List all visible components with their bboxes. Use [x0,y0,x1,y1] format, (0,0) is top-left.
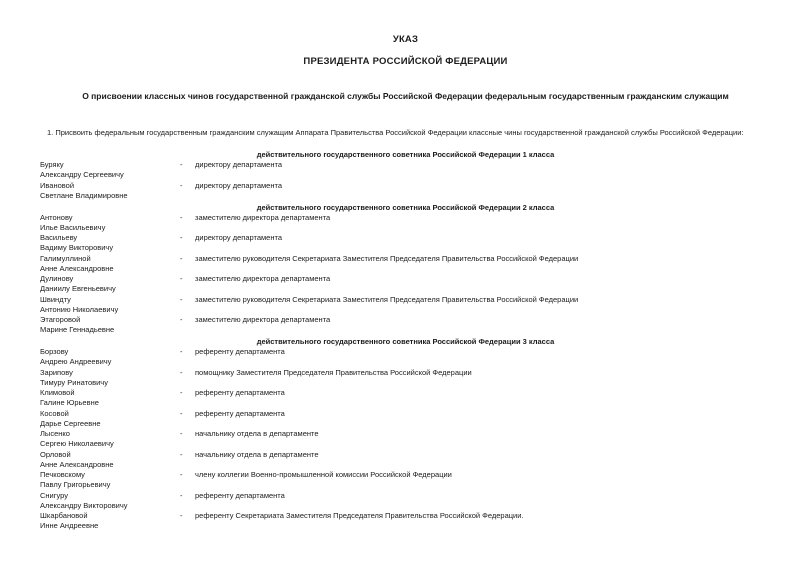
entry-name [40,470,180,490]
entry-dash: - [180,511,183,520]
entry-surname: Зарипову [40,367,73,377]
entry-row [40,491,771,511]
entry-name [40,388,180,408]
decree-paragraph-1: 1. Присвоить федеральным государственным гражданским служащим Аппарата Правительства Российской Федерации классные чины государственной гражданской службы Российской Федерации: [47,128,744,137]
entry-given-names: Инне Андреевне [40,521,99,530]
entry-given-names: Сергею Николаевичу [40,439,114,448]
entry-dash: - [180,490,183,500]
entry-dash: - [180,294,183,304]
entry-given-names: Анне Александровне [40,263,114,273]
decree-title: УКАЗ [392,34,419,45]
entry-dash: - [180,449,183,459]
entry-row [40,409,771,429]
entry-position: начальнику отдела в департаменте [195,449,319,459]
entry-row [40,450,771,470]
entry-surname: Антонову [40,212,73,222]
entry-given-names: Илье Васильевичу [40,222,106,232]
entry-position: начальнику отдела в департаменте [195,429,319,438]
entry-position: директору департамента [195,160,283,169]
entry-row [40,470,771,490]
entry-surname: Шкарбановой [40,511,88,520]
entry-name [40,511,180,531]
entry-row [40,429,771,449]
entry-row [40,181,771,201]
decree-subject: О присвоении классных чинов государственной гражданской службы Российской Федерации федеральным государственным гражданским служащим [82,91,729,101]
entry-given-names: Антонию Николаевичу [40,304,119,314]
entry-name [40,274,180,294]
entry-surname: Печковскому [40,470,85,479]
entry-given-names: Павлу Григорьевичу [40,480,111,489]
entry-given-names: Анне Александровне [40,459,114,469]
entry-dash: - [180,367,183,377]
entry-row [40,388,771,408]
entry-position: члену коллегии Военно-промышленной комиссии Российской Федерации [195,470,452,479]
entry-surname: Орловой [40,449,71,459]
entry-position: референту департамента [195,347,285,356]
entry-dash: - [180,388,183,397]
section-heading: действительного государственного советника Российской Федерации 3 класса [256,337,555,346]
entry-name [40,295,180,315]
entry-row [40,274,771,294]
entry-surname: Лысенко [40,429,70,438]
entry-dash: - [180,180,183,190]
entry-name [40,181,180,201]
entry-dash: - [180,347,183,356]
entry-name [40,160,180,180]
entry-given-names: Дарье Сергеевне [40,418,101,428]
entry-row [40,254,771,274]
entry-surname: Ивановой [40,180,75,190]
entry-dash: - [180,253,183,263]
entry-name [40,409,180,429]
entry-dash: - [180,160,183,169]
entry-row [40,213,771,233]
entry-surname: Климовой [40,388,75,397]
entry-surname: Этагоровой [40,315,81,324]
entry-position: референту Секретариата Заместителя Председателя Правительства Российской Федерации. [195,511,524,520]
entry-surname: Галимуллиной [40,253,91,263]
entry-dash: - [180,470,183,479]
entry-row [40,511,771,531]
entry-surname: Буряку [40,160,64,169]
entry-dash: - [180,315,183,324]
entry-position: заместителю директора департамента [195,274,331,283]
entry-position: директору департамента [195,180,283,190]
entry-position: заместителю руководителя Секретариата Заместителя Председателя Правительства Российской Федерации [195,294,579,304]
entry-row [40,368,771,388]
entry-name [40,233,180,253]
entry-surname: Косовой [40,408,69,418]
entry-name [40,347,180,367]
entry-name [40,491,180,511]
entry-name [40,368,180,388]
entry-position: заместителю директора департамента [195,212,331,222]
entry-position: заместителю руководителя Секретариата Заместителя Председателя Правительства Российской Федерации [195,253,579,263]
entry-row [40,315,771,335]
entry-dash: - [180,429,183,438]
entry-row [40,295,771,315]
entry-given-names: Марине Геннадьевне [40,325,115,334]
entry-dash: - [180,274,183,283]
entry-name [40,254,180,274]
entry-position: директору департамента [195,233,283,242]
entry-name [40,315,180,335]
entry-name [40,429,180,449]
entry-position: референту департамента [195,490,285,500]
section-heading: действительного государственного советника Российской Федерации 2 класса [256,202,555,212]
entry-dash: - [180,212,183,222]
entry-surname: Дулинову [40,274,74,283]
entry-surname: Васильеву [40,233,78,242]
entry-position: заместителю директора департамента [195,315,331,324]
entry-given-names: Даниилу Евгеньевичу [40,284,116,293]
entry-given-names: Андрею Андреевичу [40,357,112,366]
section-heading: действительного государственного советника Российской Федерации 1 класса [256,150,555,159]
entry-surname: Швиндту [40,294,71,304]
entry-given-names: Светлане Владимировне [40,190,128,200]
entry-given-names: Галине Юрьевне [40,398,99,407]
entry-row [40,233,771,253]
entry-given-names: Александру Сергеевичу [40,170,124,179]
entry-given-names: Александру Викторовичу [40,500,128,510]
entry-position: референту департамента [195,408,285,418]
decree-issuer: ПРЕЗИДЕНТА РОССИЙСКОЙ ФЕДЕРАЦИИ [303,56,508,67]
entry-given-names: Тимуру Ринатовичу [40,377,108,387]
entry-dash: - [180,408,183,418]
entry-position: референту департамента [195,388,285,397]
entry-name [40,213,180,233]
entry-name [40,450,180,470]
entry-given-names: Вадиму Викторовичу [40,243,114,252]
entry-surname: Борзову [40,347,69,356]
entry-row [40,347,771,367]
entry-dash: - [180,233,183,242]
sections [40,150,771,531]
entry-surname: Снигуру [40,490,68,500]
entry-position: помощнику Заместителя Председателя Правительства Российской Федерации [195,367,472,377]
entry-row [40,160,771,180]
